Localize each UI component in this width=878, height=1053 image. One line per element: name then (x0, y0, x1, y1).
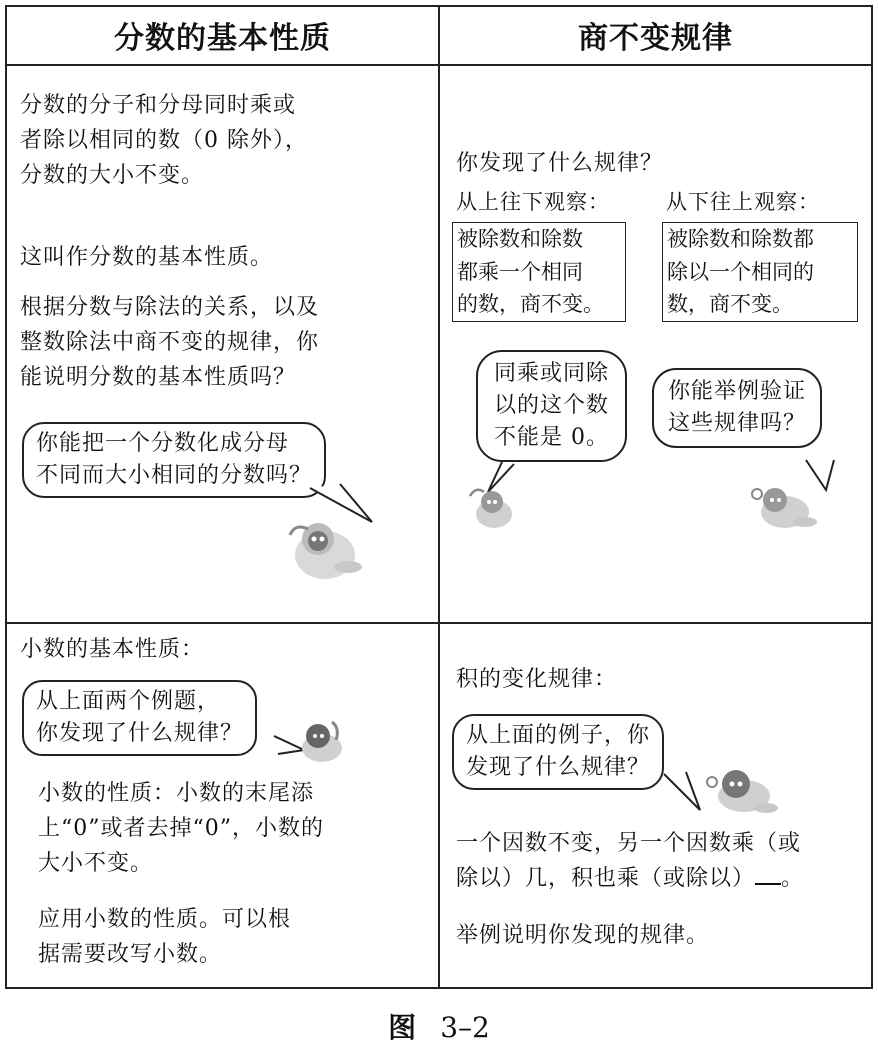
speech-bubble-verify (652, 368, 822, 448)
text-line: 应用小数的性质。可以根 (38, 907, 292, 932)
rule-box-divide (662, 222, 858, 322)
text-line: 一个因数不变，另一个因数乘（或 (456, 831, 802, 856)
text-line: 从上面的例子，你 (466, 723, 651, 748)
decimal-application (38, 902, 291, 972)
speech-bubble-product (452, 714, 664, 790)
table-border-right (871, 5, 873, 989)
text-line: 都乘一个相同 (457, 259, 583, 284)
text-line: 上“0”或者去掉“0”，小数的 (38, 816, 324, 842)
decimal-rule (38, 776, 324, 882)
text-line: 能说明分数的基本性质吗？ (20, 365, 297, 391)
text-line: 被除数和除数 (457, 227, 583, 251)
mascot-icon (464, 482, 524, 532)
text-line: 小数的性质：小数的末尾添 (38, 781, 315, 806)
mascot-icon (280, 505, 370, 585)
text-line: 不同而大小相同的分数吗？ (36, 462, 313, 488)
text-line: 你能把一个分数化成分母 (36, 431, 290, 456)
product-title: 积的变化规律： (456, 667, 618, 692)
caption-number: 3–2 (440, 1011, 490, 1044)
text-line: 被除数和除数都 (667, 227, 814, 251)
text-line: 据需要改写小数。 (38, 942, 223, 968)
caption-label: 图 (388, 1011, 417, 1044)
fraction-question (20, 290, 319, 396)
text-line: 发现了什么规律？ (466, 754, 651, 780)
figure-caption (0, 1006, 878, 1046)
rule-question: 你发现了什么规律？ (456, 151, 664, 176)
fraction-naming: 这叫作分数的基本性质。 (20, 245, 274, 270)
text-line: 整数除法中商不变的规律，你 (20, 330, 320, 356)
text-line: 根据分数与除法的关系，以及 (20, 295, 320, 320)
product-example: 举例说明你发现的规律。 (456, 923, 710, 948)
text-line: 不能是 0。 (494, 424, 609, 450)
header-left: 分数的基本性质 (114, 21, 331, 56)
text-segment: 除以）几，积也乘（或除以） (456, 866, 756, 892)
header-right: 商不变规律 (578, 21, 733, 56)
observe-down-label: 从上往下观察： (456, 190, 610, 214)
text-line: 这些规律吗？ (668, 410, 807, 436)
speech-bubble-nonzero (476, 350, 627, 462)
fill-in-blank[interactable] (755, 863, 781, 885)
mascot-icon (745, 478, 825, 533)
column-divider (438, 5, 440, 989)
text-line: 分数的大小不变。 (20, 163, 205, 189)
text-line: 数，商不变。 (667, 292, 793, 317)
text-line: 从上面两个例题， (36, 689, 221, 714)
mascot-icon (700, 760, 784, 820)
text-line: 你能举例验证 (668, 379, 807, 404)
text-line: 大小不变。 (38, 851, 154, 877)
text-line: 分数的分子和分母同时乘或 (20, 93, 297, 118)
text-line: 的数，商不变。 (457, 292, 604, 317)
text-line: 者除以相同的数（0 除外）， (20, 128, 308, 154)
table-border-left (5, 5, 7, 989)
text-line: 同乘或同除 (494, 361, 610, 386)
fraction-definition (20, 88, 308, 194)
text-line: 除以一个相同的 (667, 259, 814, 284)
product-rule (456, 826, 804, 896)
text-line (456, 861, 804, 896)
rule-box-multiply (452, 222, 626, 322)
text-line: 以的这个数 (494, 392, 610, 418)
text-segment: 。 (781, 866, 805, 892)
speech-bubble-fraction (22, 422, 326, 498)
speech-bubble-decimal (22, 680, 257, 756)
observe-up-label: 从下往上观察： (666, 190, 820, 214)
decimal-title: 小数的基本性质： (20, 637, 205, 662)
text-line: 你发现了什么规律？ (36, 720, 244, 746)
mascot-icon (292, 712, 352, 767)
